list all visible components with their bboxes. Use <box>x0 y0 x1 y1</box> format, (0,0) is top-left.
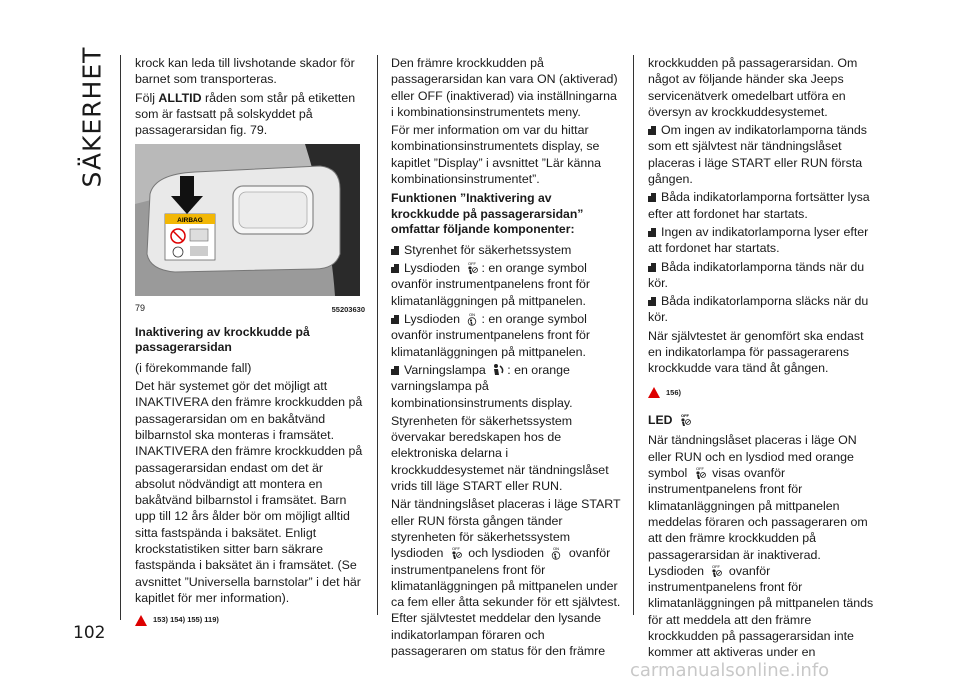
col2-paragraph-1: Den främre krockkudden på passagerarsidan kan vara ON (aktiverad) eller OFF (inaktiverad) via inställningarna i kombinationsinstrumentets meny. <box>391 56 618 119</box>
figure-caption <box>135 300 365 318</box>
airbag-label: AIRBAG <box>177 217 203 225</box>
side-divider <box>120 55 121 620</box>
col3-paragraph-1: krockkudden på passagerarsidan. Om något av följande händer ska Jeeps servicenätverk omedelbart utföra en översyn av krockkuddesystemet. <box>648 56 858 119</box>
section-title <box>72 46 112 188</box>
svg-text:OFF: OFF <box>451 546 460 552</box>
col1-paragraph-1: krock kan leda till livshotande skador för barnet som transporteras. <box>135 56 355 87</box>
col3-paragraph-3: När tändningslåset placeras i läge ON eller RUN och en lysdiod med orange symbol OFF visas ovanför instrumentpanelens front för klimatanläggningen på mittpanelen meddelas föraren och passageraren om att den främre krockkudden på passagerarsidan är inaktiverad. Lysdioden OFF ovanför instrumentpanelens front för klimatanläggningen på mittpanelen tänds för att meddela att den främre krockkudden på passagerarsidan inte kommer att aktiveras under en <box>648 433 874 660</box>
warning-refs <box>135 612 365 628</box>
bullet-icon <box>648 297 656 306</box>
airbag-off-icon <box>709 564 723 578</box>
col1-heading: Inaktivering av krockkudde på passagerarsidan <box>135 324 310 355</box>
col3-bullet-5: Båda indikatorlamporna släcks när du kör. <box>648 294 869 325</box>
section-title-text: SÄKERHET <box>77 46 107 188</box>
warning-ref <box>648 385 880 401</box>
airbag-on-icon <box>465 312 479 326</box>
col3-bullet-1: Om ingen av indikatorlamporna tänds som ett självtest när tändningslåset placeras i läge START eller RUN första gången. <box>648 123 867 187</box>
bullet-icon <box>648 228 656 237</box>
column-divider-1 <box>377 55 378 615</box>
col1-paragraph-4: Det här systemet gör det möjligt att INAKTIVERA den främre krockkudden på passagerarsidan om en bakåtvänd bilbarnstol ska monteras i framsätet. INAKTIVERA den främre krockkudden på passagerarsidan endast om det är absolut nödvändigt att montera en bakåtvänd bilbarnstol i framsätet. Barn upp till 12 års ålder bör om möjligt alltid sitta fastspända i baksätet. Enligt krockstatistiken sitter barn säkrare fastspända i baksätet än i framsätet. (Se avsnittet ”Universella barnstolar” i det här kapitlet för mer information). <box>135 379 363 605</box>
bullet-icon <box>648 193 656 202</box>
column-2 <box>391 55 623 661</box>
svg-text:OFF: OFF <box>468 261 477 267</box>
col1-paragraph-3: (i förekommande fall) <box>135 360 252 375</box>
sunvisor-illustration <box>135 144 360 296</box>
page-number: 102 <box>73 623 106 643</box>
led-heading: LED OFF <box>648 413 880 429</box>
svg-text:ON: ON <box>469 312 476 318</box>
bullet-icon <box>391 264 399 273</box>
col3-bullet-3: Ingen av indikatorlamporna lyser efter att fordonet har startats. <box>648 224 869 256</box>
warning-triangle-icon <box>135 615 147 626</box>
col2-bullet-3: Lysdioden ON : en orange symbol ovanför instrumentpanelens front för klimatanläggningen på mittpanelen. <box>391 312 591 359</box>
svg-text:OFF: OFF <box>680 412 689 418</box>
svg-text:OFF: OFF <box>712 563 721 569</box>
airbag-warning-icon <box>491 363 505 377</box>
column-3 <box>648 55 880 663</box>
warning-ref-number: 156) <box>666 387 682 397</box>
airbag-off-icon <box>678 413 692 427</box>
column-divider-2 <box>633 55 634 615</box>
figure-number: 79 <box>135 303 146 314</box>
airbag-off-icon <box>693 466 707 480</box>
col2-bullet-4: Varningslampa : en orange varningslampa på kombinationsinstruments display. <box>391 362 573 410</box>
svg-text:OFF: OFF <box>695 466 704 472</box>
col2-bullet-1: Styrenhet för säkerhetssystem <box>391 242 623 258</box>
airbag-on-icon <box>549 546 563 560</box>
watermark: carmanualsonline.info <box>630 660 830 681</box>
col2-heading: Funktionen ”Inaktivering av krockkudde på passagerarsidan” omfattar följande komponenter: <box>391 191 584 237</box>
col2-paragraph-3: Styrenheten för säkerhetssystem övervakar beredskapen hos de elektroniska delarna i krockkuddesystemet när tändningslåset vrids till läge START eller RUN. <box>391 413 609 494</box>
col2-bullet-2: Lysdioden OFF : en orange symbol ovanför instrumentpanelens front för klimatanläggningen på mittpanelen. <box>391 261 591 308</box>
col3-bullet-4: Båda indikatorlamporna tänds när du kör. <box>648 259 865 290</box>
col1-paragraph-2: Följ ALLTID råden som står på etiketten som är fastsatt på solskyddet på passagerarsidan fig. 79. <box>135 90 356 138</box>
airbag-off-icon <box>465 261 479 275</box>
bullet-icon <box>648 126 656 135</box>
bullet-icon <box>648 263 656 272</box>
warning-triangle-icon <box>648 387 660 398</box>
airbag-off-icon <box>449 546 463 560</box>
figure-code: 55203630 <box>331 305 365 315</box>
warning-ref-numbers: 153) 154) 155) 119) <box>153 615 219 625</box>
column-1 <box>135 55 365 629</box>
bullet-icon <box>391 315 399 324</box>
col3-paragraph-2: När självtestet är genomfört ska endast en indikatorlampa för passagerarens krockkudde vara tänd åt gången. <box>648 328 864 376</box>
svg-text:ON: ON <box>553 546 560 552</box>
figure-79-sunvisor <box>135 144 360 296</box>
bullet-icon <box>391 366 399 375</box>
col3-bullet-2: Båda indikatorlamporna fortsätter lysa efter att fordonet har startats. <box>648 190 870 221</box>
bullet-icon <box>391 246 399 255</box>
col2-paragraph-4: När tändningslåset placeras i läge START eller RUN första gången tänder styrenheten för säkerhetssystem lysdioden OFF och lysdioden ON ovanför instrumentpanelens front för klimatanläggningen på mittpanelen under ca fem eller åtta sekunder för ett självtest. Efter självtestet meddelar den lysande indikatorlampan föraren och passageraren om status för den främre <box>391 497 621 658</box>
col2-paragraph-2: För mer information om var du hittar kombinationsinstrumentets display, se kapitlet ”Display” i avsnittet ”Lär känna kombinationsinstrumentet”. <box>391 123 602 187</box>
